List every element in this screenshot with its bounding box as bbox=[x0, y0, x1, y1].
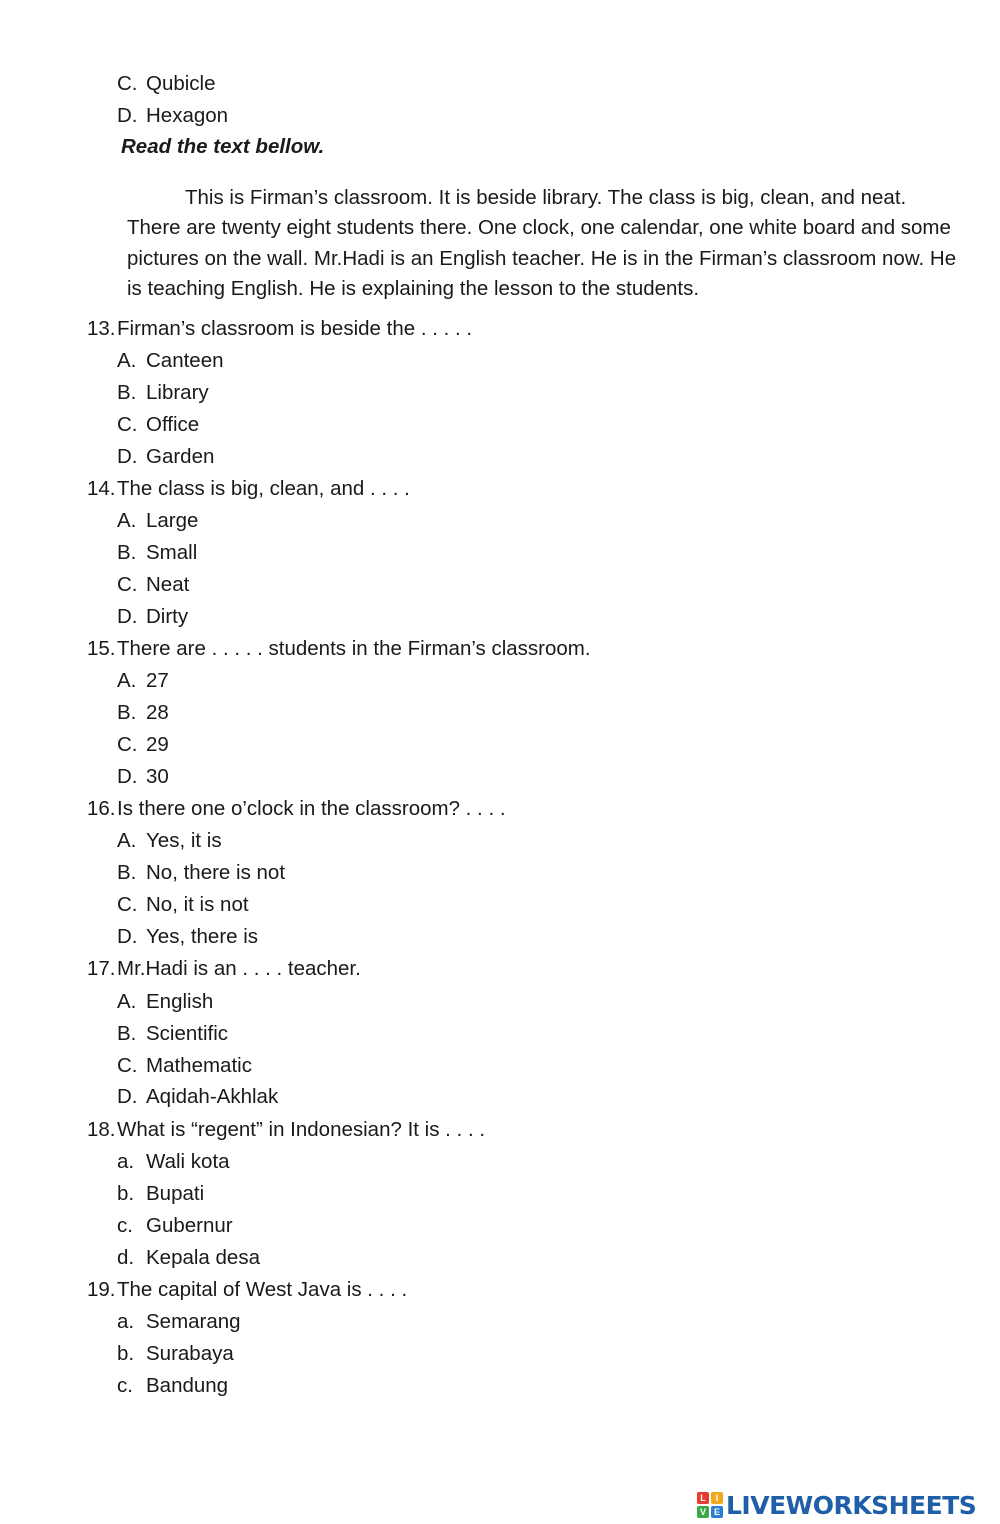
question-text: Is there one o’clock in the classroom? . . . . bbox=[117, 797, 506, 820]
option-13-c bbox=[117, 413, 199, 437]
option-letter: a. bbox=[117, 1310, 135, 1333]
option-13-a bbox=[117, 349, 224, 373]
question-17 bbox=[87, 957, 361, 981]
option-letter: C. bbox=[117, 573, 138, 596]
option-top-d bbox=[117, 104, 228, 128]
question-13 bbox=[87, 317, 472, 341]
option-text: Hexagon bbox=[146, 104, 229, 127]
question-16 bbox=[87, 797, 506, 821]
option-text: Gubernur bbox=[146, 1214, 233, 1237]
option-letter: B. bbox=[117, 701, 137, 724]
option-18-b bbox=[117, 1182, 204, 1206]
option-14-b bbox=[117, 541, 197, 565]
option-text: 28 bbox=[146, 701, 169, 724]
question-15 bbox=[87, 637, 591, 661]
option-text: No, there is not bbox=[146, 861, 286, 884]
option-text: Library bbox=[146, 381, 209, 404]
logo-mark-icon bbox=[697, 1492, 723, 1518]
option-letter: D. bbox=[117, 445, 138, 468]
option-letter: D. bbox=[117, 765, 138, 788]
question-text: The class is big, clean, and . . . . bbox=[117, 477, 410, 500]
option-17-c bbox=[117, 1054, 252, 1078]
option-letter: A. bbox=[117, 990, 137, 1013]
option-15-b bbox=[117, 701, 169, 725]
option-text: Surabaya bbox=[146, 1342, 234, 1365]
option-letter: A. bbox=[117, 669, 137, 692]
option-text: Small bbox=[146, 541, 198, 564]
option-18-d bbox=[117, 1246, 260, 1270]
question-number: 14. bbox=[87, 477, 116, 500]
option-letter: d. bbox=[117, 1246, 135, 1269]
option-letter: B. bbox=[117, 1022, 137, 1045]
option-letter: A. bbox=[117, 829, 137, 852]
option-letter: D. bbox=[117, 605, 138, 628]
option-16-c bbox=[117, 893, 249, 917]
option-letter: c. bbox=[117, 1374, 133, 1397]
question-number: 17. bbox=[87, 957, 116, 980]
question-number: 13. bbox=[87, 317, 116, 340]
question-number: 19. bbox=[87, 1278, 116, 1301]
option-text: Large bbox=[146, 509, 199, 532]
reading-instruction: Read the text bellow. bbox=[121, 135, 325, 158]
reading-passage: This is Firman’s classroom. It is beside library. The class is big, clean, and neat. There are twenty eight students there. One clock, one calendar, one white board and some pictures on the wall. Mr.Hadi is an English teacher. He is in the Firman’s classroom now. He is teaching English. He is explaining the lesson to the students. bbox=[127, 186, 957, 300]
option-letter: B. bbox=[117, 861, 137, 884]
question-18 bbox=[87, 1118, 485, 1142]
option-19-b bbox=[117, 1342, 234, 1366]
question-number: 18. bbox=[87, 1118, 116, 1141]
option-letter: A. bbox=[117, 509, 137, 532]
option-text: 27 bbox=[146, 669, 169, 692]
question-14 bbox=[87, 477, 410, 501]
option-text: English bbox=[146, 990, 214, 1013]
option-text: Qubicle bbox=[146, 72, 216, 95]
option-text: Yes, it is bbox=[146, 829, 222, 852]
question-text: The capital of West Java is . . . . bbox=[117, 1278, 408, 1301]
option-16-a bbox=[117, 829, 222, 853]
option-letter: B. bbox=[117, 541, 137, 564]
option-letter: c. bbox=[117, 1214, 133, 1237]
logo-mark-l: L bbox=[697, 1492, 709, 1504]
option-14-c bbox=[117, 573, 189, 597]
option-text: Neat bbox=[146, 573, 190, 596]
option-text: Canteen bbox=[146, 349, 224, 372]
logo-mark-v: V bbox=[697, 1506, 709, 1518]
option-15-c bbox=[117, 733, 169, 757]
option-letter: C. bbox=[117, 1054, 138, 1077]
option-letter: D. bbox=[117, 104, 138, 127]
question-19 bbox=[87, 1278, 407, 1302]
option-text: Semarang bbox=[146, 1310, 241, 1333]
option-17-b bbox=[117, 1022, 228, 1046]
logo-mark-e: E bbox=[711, 1506, 723, 1518]
option-letter: C. bbox=[117, 413, 138, 436]
logo-text: LIVEWORKSHEETS bbox=[726, 1490, 977, 1520]
option-text: Garden bbox=[146, 445, 215, 468]
option-text: No, it is not bbox=[146, 893, 249, 916]
option-letter: D. bbox=[117, 925, 138, 948]
option-text: Scientific bbox=[146, 1022, 229, 1045]
option-letter: b. bbox=[117, 1342, 135, 1365]
option-text: Office bbox=[146, 413, 200, 436]
option-14-a bbox=[117, 509, 198, 533]
option-15-d bbox=[117, 765, 169, 789]
option-16-d bbox=[117, 925, 258, 949]
option-15-a bbox=[117, 669, 169, 693]
option-13-b bbox=[117, 381, 209, 405]
option-19-a bbox=[117, 1310, 241, 1334]
liveworksheets-logo bbox=[697, 1488, 976, 1522]
option-13-d bbox=[117, 445, 214, 469]
option-text: Mathematic bbox=[146, 1054, 252, 1077]
option-text: Wali kota bbox=[146, 1150, 230, 1173]
option-text: Yes, there is bbox=[146, 925, 259, 948]
option-letter: C. bbox=[117, 893, 138, 916]
option-19-c bbox=[117, 1374, 228, 1398]
logo-mark-i: I bbox=[711, 1492, 723, 1504]
option-letter: B. bbox=[117, 381, 137, 404]
option-letter: D. bbox=[117, 1085, 138, 1108]
option-letter: b. bbox=[117, 1182, 135, 1205]
option-17-d bbox=[117, 1085, 278, 1109]
option-letter: a. bbox=[117, 1150, 135, 1173]
option-top-c bbox=[117, 72, 216, 96]
option-text: 29 bbox=[146, 733, 169, 756]
question-text: Mr.Hadi is an . . . . teacher. bbox=[117, 957, 361, 980]
option-16-b bbox=[117, 861, 285, 885]
question-text: Firman’s classroom is beside the . . . . . bbox=[117, 317, 473, 340]
option-letter: C. bbox=[117, 733, 138, 756]
option-letter: A. bbox=[117, 349, 137, 372]
option-18-c bbox=[117, 1214, 233, 1238]
option-text: Bupati bbox=[146, 1182, 205, 1205]
option-text: Bandung bbox=[146, 1374, 229, 1397]
option-14-d bbox=[117, 605, 188, 629]
option-letter: C. bbox=[117, 72, 138, 95]
question-number: 16. bbox=[87, 797, 116, 820]
option-text: Kepala desa bbox=[146, 1246, 260, 1269]
option-text: Aqidah-Akhlak bbox=[146, 1085, 279, 1108]
option-17-a bbox=[117, 990, 213, 1014]
option-text: 30 bbox=[146, 765, 169, 788]
option-18-a bbox=[117, 1150, 230, 1174]
question-text: What is “regent” in Indonesian? It is . . . . bbox=[117, 1118, 486, 1141]
option-text: Dirty bbox=[146, 605, 189, 628]
question-text: There are . . . . . students in the Firman’s classroom. bbox=[117, 637, 591, 660]
question-number: 15. bbox=[87, 637, 116, 660]
